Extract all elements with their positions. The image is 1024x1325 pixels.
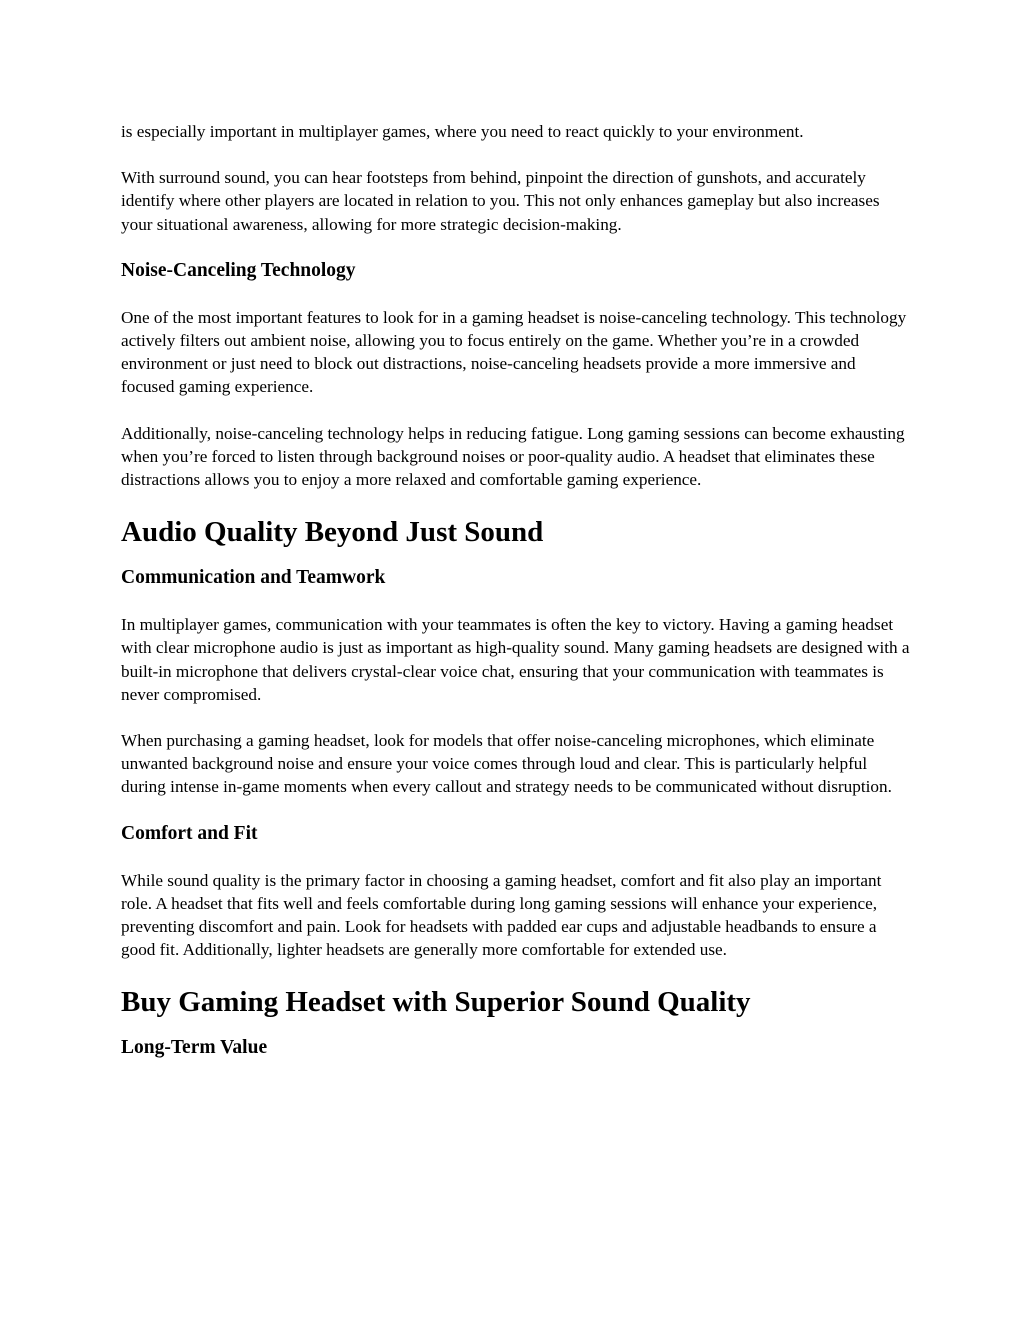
paragraph-surround-sound: With surround sound, you can hear footsteps from behind, pinpoint the direction of gunshots, and accurately identify where other players are located in relation to you. This not only enhances gameplay but also increases your situational awareness, allowing for more strategic decision-making. (121, 168, 880, 234)
paragraph-noise-canceling-microphones: When purchasing a gaming headset, look for models that offer noise-canceling microphones, which eliminate unwanted background noise and ensure your voice comes through loud and clear. This is particularly helpful during intense in-game moments when every callout and strategy needs to be communicated without disruption. (121, 731, 892, 797)
heading-noise-canceling: Noise-Canceling Technology (121, 259, 356, 281)
paragraph-surround-intro: is especially important in multiplayer games, where you need to react quickly to your environment. (121, 122, 804, 141)
heading-long-term-value: Long-Term Value (121, 1037, 268, 1059)
section-heading-buy-headset: Buy Gaming Headset with Superior Sound Quality (121, 986, 751, 1019)
paragraph-noise-canceling-fatigue: Additionally, noise-canceling technology helps in reducing fatigue. Long gaming sessions can become exhausting when you’re forced to listen through background noises or poor-quality audio. A headset that eliminates these distractions allows you to enjoy a more relaxed and comfortable gaming experience. (121, 423, 905, 490)
heading-communication: Communication and Teamwork (121, 567, 386, 589)
heading-comfort-fit: Comfort and Fit (121, 822, 258, 844)
document-page (121, 120, 911, 1061)
section-heading-audio-quality: Audio Quality Beyond Just Sound (121, 516, 544, 549)
paragraph-communication-teammates: In multiplayer games, communication with your teammates is often the key to victory. Having a gaming headset with clear microphone audio is just as important as high-quality sound. Many gaming headsets are designed with a built-in microphone that delivers crystal-clear voice chat, ensuring that your communication with teammates is never compromised. (121, 615, 910, 704)
paragraph-noise-canceling-features: One of the most important features to look for in a gaming headset is noise-canceling technology. This technology actively filters out ambient noise, allowing you to focus entirely on the game. Whether you’re in a crowded environment or just need to block out distractions, noise-canceling headsets provide a more immersive and focused gaming experience. (121, 307, 907, 397)
paragraph-comfort-fit: While sound quality is the primary factor in choosing a gaming headset, comfort and fit also play an important role. A headset that fits well and feels comfortable during long gaming sessions will enhance your experience, preventing discomfort and pain. Look for headsets with padded ear cups and adjustable headbands to ensure a good fit. Additionally, lighter headsets are generally more comfortable for extended use. (121, 870, 882, 960)
